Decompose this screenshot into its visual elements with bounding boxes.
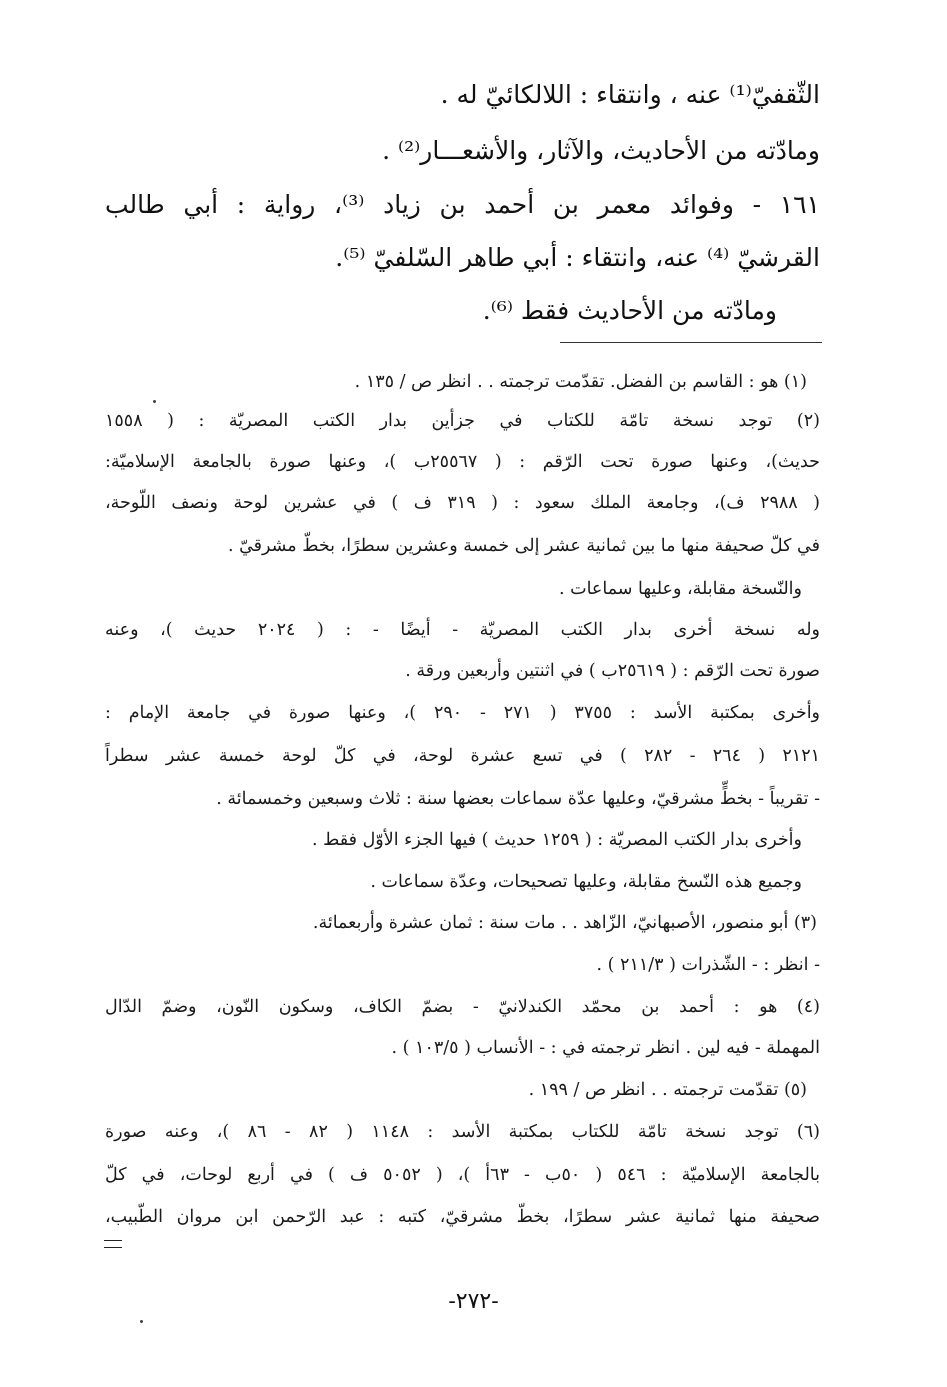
main-line-3-entry-161: ١٦١ - وفوائد معمر بن أحمد بن زياد ⁽³⁾، رواية : أبي طالب	[105, 190, 820, 219]
footnote-line-2: (٢) توجد نسخة تامّة للكتاب في جزأين بدار الكتب المصريّة : ( ١٥٥٨	[105, 411, 820, 431]
footnote-line-19: (٦) توجد نسخة تامّة للكتاب بمكتبة الأسد : ١١٤٨ ( ٨٢ - ٨٦ )، وعنه صورة	[105, 1122, 820, 1142]
footnote-line-11: - تقريباً - بخطٍّ مشرقيّ، وعليها عدّة سماعات بعضها سنة : ثلاث وسبعين وخمسمائة .	[216, 789, 820, 809]
main-line-4: القرشيّ ⁽⁴⁾ عنه، وانتقاء : أبي طاهر السّلفيّ ⁽⁵⁾.	[335, 243, 820, 272]
footnote-line-3: حديث)، وعنها صورة تحت الرّقم : ( ٢٥٥٦٧ب )، وعنها صورة بالجامعة الإسلاميّة:	[105, 452, 820, 472]
footnote-line-4: ( ٢٩٨٨ ف)، وجامعة الملك سعود : ( ٣١٩ ف ) في عشرين لوحة ونصف اللّوحة،	[105, 493, 821, 513]
page-number: -٢٧٢-	[448, 1289, 499, 1314]
footnote-line-21: صحيفة منها ثمانية عشر سطرًا، بخطّ مشرقيّ، كتبه : عبد الرّحمن ابن مروان الطّبيب،	[105, 1207, 820, 1227]
continuation-mark	[104, 1240, 122, 1248]
print-speck	[153, 400, 156, 403]
footnote-divider	[560, 342, 822, 343]
footnote-line-8: صورة تحت الرّقم : ( ٢٥٦١٩ب ) في اثنتين وأربعين ورقة .	[405, 661, 820, 681]
footnote-line-5: في كلّ صحيفة منها ما بين ثمانية عشر إلى خمسة وعشرين سطرًا، بخطّ مشرقيّ .	[227, 536, 820, 556]
main-line-5: ومادّته من الأحاديث فقط ⁽⁶⁾.	[482, 296, 777, 325]
footnote-line-17: المهملة - فيه لين . انظر ترجمته في : - الأنساب ( ١٠٣/٥ ) .	[391, 1038, 820, 1058]
footnote-line-6: والنّسخة مقابلة، وعليها سماعات .	[558, 579, 802, 599]
main-line-2: ومادّته من الأحاديث، والآثار، والأشعـــار⁽²⁾ .	[382, 136, 820, 165]
footnote-line-20: بالجامعة الإسلاميّة : ٥٤٦ ( ٥٠ب - ٦٣أ )، ( ٥٠٥٢ ف ) في أربع لوحات، في كلّ	[105, 1165, 821, 1185]
footnote-line-15: - انظر : - الشّذرات ( ٢١١/٣ ) .	[596, 955, 820, 975]
footnote-line-9: وأخرى بمكتبة الأسد : ٣٧٥٥ ( ٢٧١ - ٢٩٠ )، وعنها صورة في جامعة الإمام :	[105, 703, 821, 723]
footnote-line-13: وجميع هذه النّسخ مقابلة، وعليها تصحيحات، وعدّة سماعات .	[370, 872, 802, 892]
footnote-line-16: (٤) هو : أحمد بن محمّد الكندلانيّ - بضمّ الكاف، وسكون النّون، وضمّ الدّال	[105, 997, 820, 1017]
footnote-line-14: (٣) أبو منصور، الأصبهانيّ، الزّاهد . . مات سنة : ثمان عشرة وأربعمائة.	[312, 913, 817, 933]
print-speck	[140, 1320, 143, 1323]
footnote-line-12: وأخرى بدار الكتب المصريّة : ( ١٢٥٩ حديث ) فيها الجزء الأوّل فقط .	[312, 830, 802, 850]
footnote-line-7: وله نسخة أخرى بدار الكتب المصريّة - أيضًا - : ( ٢٠٢٤ حديث )، وعنه	[105, 620, 821, 640]
footnote-line-18: (٥) تقدّمت ترجمته . . انظر ص / ١٩٩ .	[528, 1080, 807, 1100]
main-line-1: الثّقفيّ⁽¹⁾ عنه ، وانتقاء : اللالكائيّ له .	[440, 80, 820, 109]
footnote-line-10: ٢١٢١ ( ٢٦٤ - ٢٨٢ ) في تسع عشرة لوحة، في كلّ لوحة خمسة عشر سطراً	[105, 746, 820, 766]
footnote-line-1: (١) هو : القاسم بن الفضل. تقدّمت ترجمته . . انظر ص / ١٣٥ .	[354, 372, 807, 392]
